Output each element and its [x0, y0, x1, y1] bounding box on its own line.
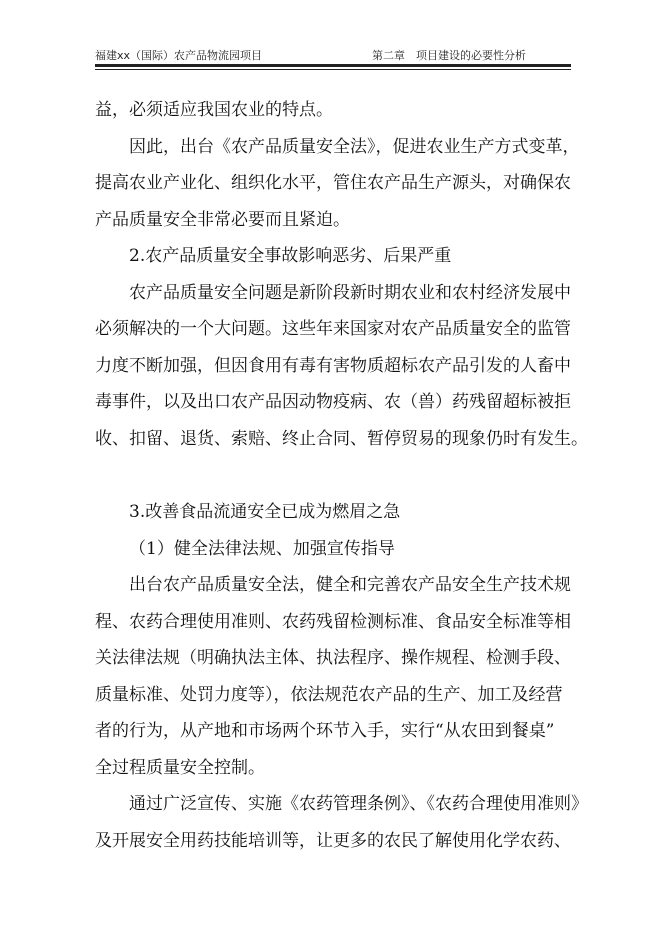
paragraph-line: 出台农产品质量安全法，健全和完善农产品安全生产技术规	[129, 575, 571, 595]
paragraph-line: 通过广泛宣传、实施《农药管理条例》、《农药合理使用准则》	[129, 794, 588, 814]
paragraph-line: 程、农药合理使用准则、农药残留检测标准、食品安全标准等相	[95, 611, 571, 632]
paragraph-line: 农产品质量安全问题是新阶段新时期农业和农村经济发展中	[129, 282, 571, 303]
paragraph-line: 提高农业产业化、组织化水平，管住农产品生产源头，对确保农	[95, 173, 571, 193]
section-heading: 2.农产品质量安全事故影响恶劣、后果严重	[129, 246, 452, 266]
paragraph-line: 益，必须适应我国农业的特点。	[95, 100, 333, 120]
paragraph-line: 者的行为，从产地和市场两个环节入手，实行“从农田到餐桌”	[95, 721, 555, 741]
subsection-heading: （1）健全法律法规、加强宣传指导	[129, 538, 395, 559]
paragraph-line: 及开展安全用药技能培训等，让更多的农民了解使用化学农药、	[95, 830, 571, 851]
page-header	[95, 44, 571, 62]
header-rule-thin	[95, 69, 571, 70]
paragraph-line: 毒事件，以及出口农产品因动物疫病、农（兽）药残留超标被拒	[95, 392, 571, 412]
document-body	[95, 92, 588, 859]
header-chapter-title: 第二章 项目建设的必要性分析	[372, 49, 526, 62]
paragraph-line: 力度不断加强，但因食用有毒有害物质超标农产品引发的人畜中	[95, 355, 571, 376]
paragraph-line: 质量标准、处罚力度等），依法规范农产品的生产、加工及经营	[95, 684, 563, 705]
paragraph-line: 产品质量安全非常必要而且紧迫。	[95, 209, 350, 230]
paragraph-line: 因此，出台《农产品质量安全法》，促进农业生产方式变革，	[129, 136, 580, 157]
paragraph-line: 收、扣留、退货、索赔、终止合同、暂停贸易的现象仍时有发生。	[95, 428, 588, 449]
paragraph-line: 全过程质量安全控制。	[95, 757, 265, 778]
blank-line	[95, 457, 573, 494]
paragraph-line: 必须解决的一个大问题。这些年来国家对农产品质量安全的监管	[95, 319, 571, 339]
header-rule-thick	[95, 64, 571, 67]
header-project-title: 福建xx（国际）农产品物流园项目	[95, 49, 263, 62]
paragraph-line: 关法律法规（明确执法主体、执法程序、操作规程、检测手段、	[95, 648, 571, 668]
section-heading: 3.改善食品流通安全已成为燃眉之急	[129, 502, 401, 522]
